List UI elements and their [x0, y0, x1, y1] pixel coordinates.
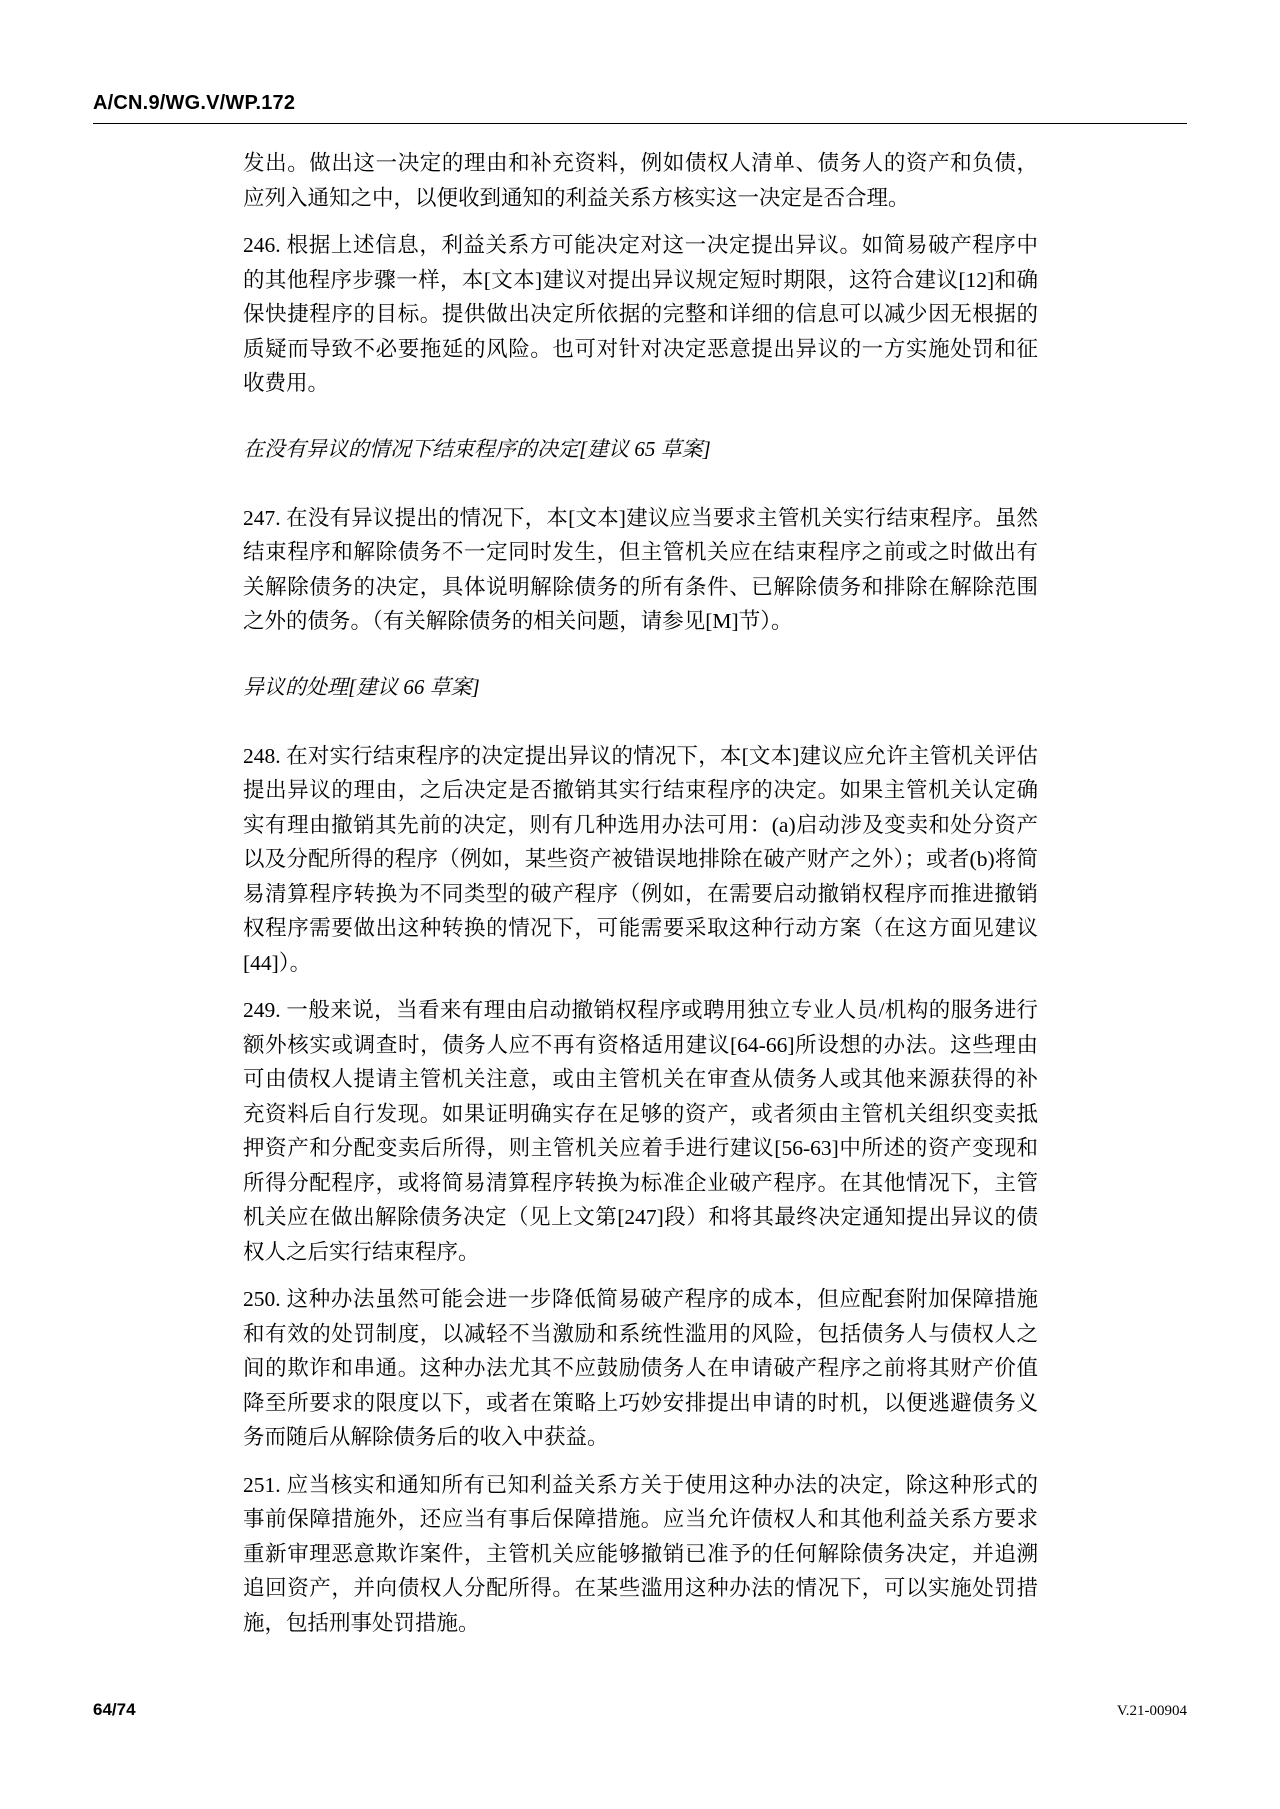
page-footer — [93, 1700, 1187, 1720]
paragraph-continuation: 发出。做出这一决定的理由和补充资料，例如债权人清单、债务人的资产和负债，应列入通知之中，以便收到通知的利益关系方核实这一决定是否合理。 — [243, 151, 1038, 210]
document-reference: V.21-00904 — [1116, 1703, 1187, 1719]
document-symbol: A/CN.9/WG.V/WP.172 — [93, 92, 296, 114]
paragraph-247: 247. 在没有异议提出的情况下，本[文本]建议应当要求主管机关实行结束程序。虽然结束程序和解除债务不一定同时发生，但主管机关应在结束程序之前或之时做出有关解除债务的决定，具体说明解除债务的所有条件、已解除债务和排除在解除范围之外的债务。（有关解除债务的相关问题，请参见[M]节）。 — [243, 505, 1038, 633]
paragraph-250: 250. 这种办法虽然可能会进一步降低简易破产程序的成本，但应配套附加保障措施和有效的处罚制度，以减轻不当激励和系统性滥用的风险，包括债务人与债权人之间的欺诈和串通。这种办法尤其不应鼓励债务人在申请破产程序之前将其财产价值降至所要求的限度以下，或者在策略上巧妙安排提出申请的时机，以便逃避债务义务而随后从解除债务后的收入中获益。 — [243, 1287, 1038, 1449]
paragraph-248: 248. 在对实行结束程序的决定提出异议的情况下，本[文本]建议应允许主管机关评估提出异议的理由，之后决定是否撤销其实行结束程序的决定。如果主管机关认定确实有理由撤销其先前的决定，则有几种选用办法可用：(a)启动涉及变卖和处分资产以及分配所得的程序（例如，某些资产被错误地排除在破产财产之外）；或者(b)将简易清算程序转换为不同类型的破产程序（例如，在需要启动撤销权程序而推进撤销权程序需要做出这种转换的情况下，可能需要采取这种行动方案（在这方面见建议[44]）。 — [243, 743, 1038, 975]
page-number: 64/74 — [93, 1700, 136, 1719]
paragraph-246: 246. 根据上述信息，利益关系方可能决定对这一决定提出异议。如简易破产程序中的其他程序步骤一样，本[文本]建议对提出异议规定短时期限，这符合建议[12]和确保快捷程序的目标。提供做出决定所依据的完整和详细的信息可以减少因无根据的质疑而导致不必要拖延的风险。也可对针对决定恶意提出异议的一方实施处罚和征收费用。 — [243, 233, 1038, 395]
header-rule — [93, 123, 1187, 124]
page-header — [93, 92, 1187, 124]
subheading-treatment-of-objections: 异议的处理[建议 66 草案] — [243, 674, 480, 699]
paragraph-249: 249. 一般来说，当看来有理由启动撤销权程序或聘用独立专业人员/机构的服务进行额外核实或调查时，债务人应不再有资格适用建议[64-66]所设想的办法。这些理由可由债权人提请主管机关注意，或由主管机关在审查从债务人或其他来源获得的补充资料后自行发现。如果证明确实存在足够的资产，或者须由主管机关组织变卖抵押资产和分配变卖后所得，则主管机关应着手进行建议[56-63]中所述的资产变现和所得分配程序，或将简易清算程序转换为标准企业破产程序。在其他情况下，主管机关应在做出解除债务决定（见上文第[247]段）和将其最终决定通知提出异议的债权人之后实行结束程序。 — [243, 998, 1038, 1264]
document-body — [243, 146, 1038, 1653]
subheading-decision-to-close-without-objection: 在没有异议的情况下结束程序的决定[建议 65 草案] — [243, 436, 711, 461]
paragraph-251: 251. 应当核实和通知所有已知利益关系方关于使用这种办法的决定，除这种形式的事前保障措施外，还应当有事后保障措施。应当允许债权人和其他利益关系方要求重新审理恶意欺诈案件，主管机关应能够撤销已准予的任何解除债务决定，并追溯追回资产，并向债权人分配所得。在某些滥用这种办法的情况下，可以实施处罚措施，包括刑事处罚措施。 — [243, 1472, 1038, 1635]
